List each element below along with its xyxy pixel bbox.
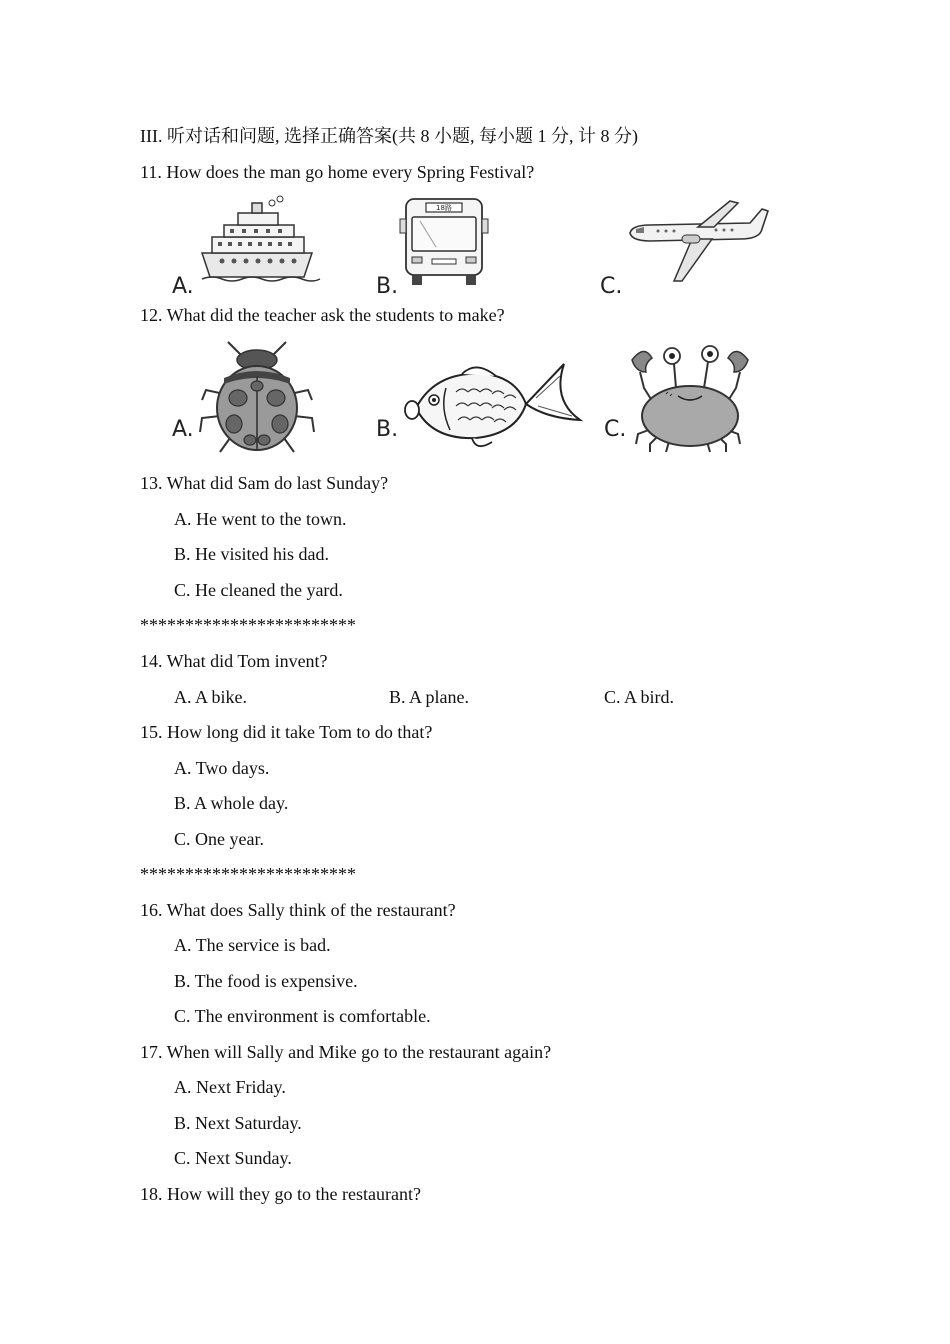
crab-icon	[604, 338, 764, 458]
q11-option-a-letter: A.	[172, 274, 194, 299]
q14-option-c[interactable]: C. A bird.	[604, 687, 675, 707]
q12-option-c-letter: C.	[604, 417, 627, 442]
airplane-icon	[600, 195, 775, 287]
q13-option-a[interactable]: A. He went to the town.	[174, 509, 347, 529]
q12-option-b-letter: B.	[376, 417, 399, 442]
q17-option-b[interactable]: B. Next Saturday.	[174, 1113, 302, 1133]
q16-option-c[interactable]: C. The environment is comfortable.	[174, 1006, 431, 1026]
q14-option-a[interactable]: A. A bike.	[174, 687, 248, 707]
ship-icon	[172, 195, 322, 287]
question-17-stem: 17. When will Sally and Mike go to the restaurant again?	[140, 1042, 552, 1062]
question-18-stem: 18. How will they go to the restaurant?	[140, 1184, 421, 1204]
q12-option-a[interactable]	[172, 338, 362, 448]
question-12-stem: 12. What did the teacher ask the students to make?	[140, 305, 505, 325]
question-13-stem: 13. What did Sam do last Sunday?	[140, 473, 389, 493]
q12-option-c[interactable]	[604, 338, 794, 448]
q11-option-c-letter: C.	[600, 274, 623, 299]
q16-option-a[interactable]: A. The service is bad.	[174, 935, 331, 955]
bus-route-sign: 18路	[436, 204, 452, 212]
separator-1: ************************	[140, 615, 356, 635]
question-15-stem: 15. How long did it take Tom to do that?	[140, 722, 433, 742]
q13-option-c[interactable]: C. He cleaned the yard.	[174, 580, 343, 600]
question-14-stem: 14. What did Tom invent?	[140, 651, 328, 671]
ladybug-icon	[172, 338, 322, 458]
section-title: III. 听对话和问题, 选择正确答案(共 8 小题, 每小题 1 分, 计 8 分)	[140, 126, 638, 146]
q15-option-c[interactable]: C. One year.	[174, 829, 264, 849]
q17-option-c[interactable]: C. Next Sunday.	[174, 1148, 292, 1168]
q13-option-b[interactable]: B. He visited his dad.	[174, 544, 329, 564]
q15-option-a[interactable]: A. Two days.	[174, 758, 270, 778]
q14-option-b[interactable]: B. A plane.	[389, 687, 469, 707]
q11-option-a[interactable]	[172, 195, 362, 305]
question-16-stem: 16. What does Sally think of the restaurant?	[140, 900, 456, 920]
fish-icon	[376, 338, 586, 458]
q11-option-c[interactable]	[600, 195, 790, 305]
q11-option-b[interactable]	[376, 195, 566, 305]
question-11-stem: 11. How does the man go home every Spring Festival?	[140, 162, 535, 182]
q11-option-b-letter: B.	[376, 274, 399, 299]
q16-option-b[interactable]: B. The food is expensive.	[174, 971, 358, 991]
separator-2: ************************	[140, 864, 356, 884]
q15-option-b[interactable]: B. A whole day.	[174, 793, 289, 813]
q12-option-b[interactable]	[376, 338, 566, 448]
q17-option-a[interactable]: A. Next Friday.	[174, 1077, 286, 1097]
q12-option-a-letter: A.	[172, 417, 194, 442]
